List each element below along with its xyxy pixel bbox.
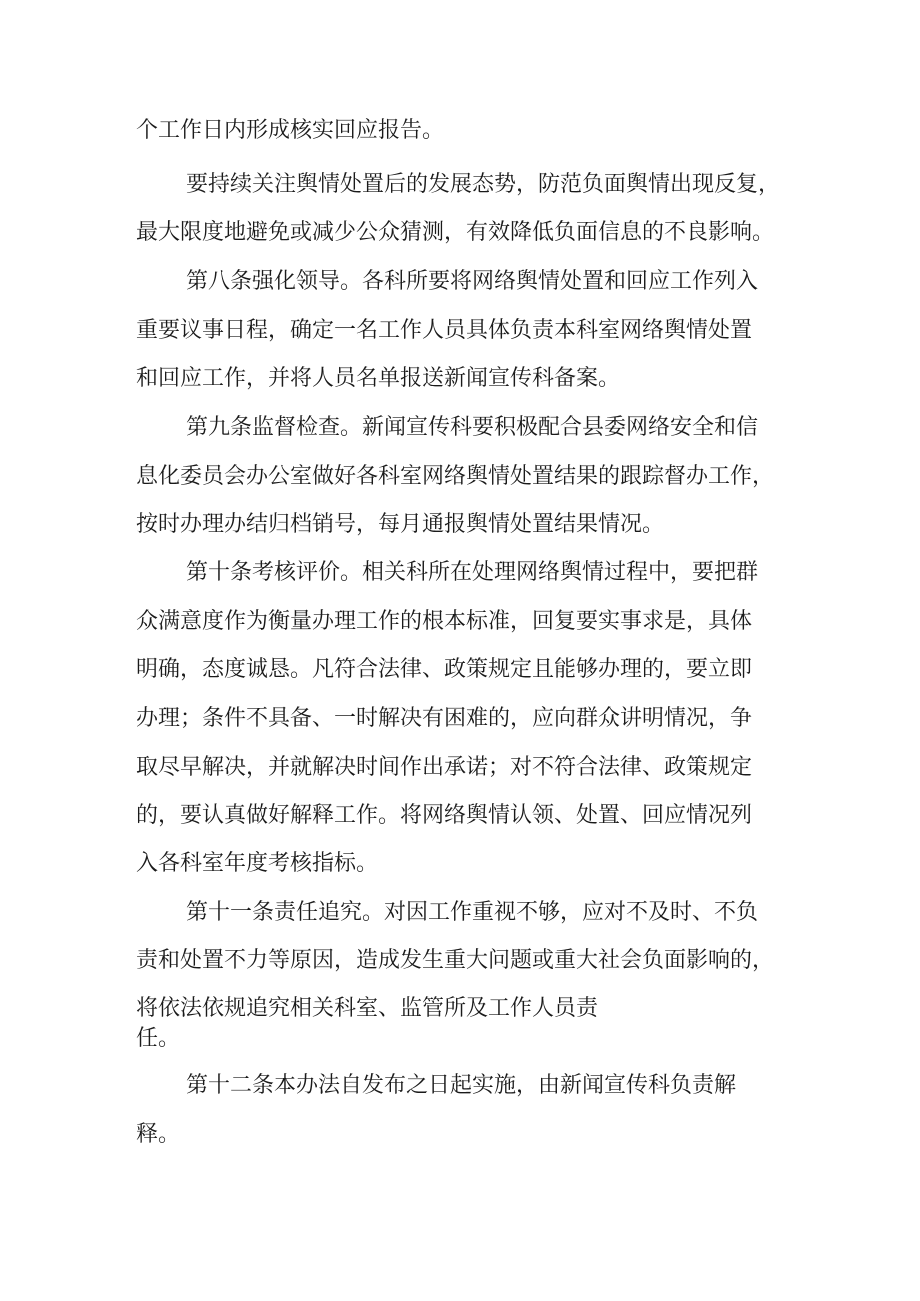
- article-10-line: 第十条考核评价。相关科所在处理网络舆情过程中，要把群: [186, 560, 759, 585]
- paragraph-line: 个工作日内形成核实回应报告。: [136, 118, 445, 143]
- article-10-line: 的，要认真做好解释工作。将网络舆情认领、处置、回应情况列: [136, 803, 753, 828]
- article-8-line: 和回应工作，并将人员名单报送新闻宣传科备案。: [136, 366, 621, 391]
- article-8-line: 重要议事日程，确定一名工作人员具体负责本科室网络舆情处置: [136, 318, 753, 343]
- article-12-line: 释。: [136, 1122, 181, 1147]
- article-9-line: 息化委员会办公室做好各科室网络舆情处置结果的跟踪督办工作，: [136, 464, 775, 489]
- article-11-line: 将依法依规追究相关科室、监管所及工作人员责: [136, 996, 599, 1021]
- article-10-line: 众满意度作为衡量办理工作的根本标准，回复要实事求是，具体: [136, 609, 753, 634]
- paragraph-line: 要持续关注舆情处置后的发展态势，防范负面舆情出现反复，: [186, 172, 781, 197]
- article-11-line: 第十一条责任追究。对因工作重视不够，应对不及时、不负: [186, 900, 759, 925]
- article-10-line: 明确，态度诚恳。凡符合法律、政策规定且能够办理的，要立即: [136, 657, 753, 682]
- article-8-line: 第八条强化领导。各科所要将网络舆情处置和回应工作列入: [186, 269, 759, 294]
- article-10-line: 办理；条件不具备、一时解决有困难的，应向群众讲明情况，争: [136, 706, 753, 731]
- article-10-line: 取尽早解决，并就解决时间作出承诺；对不符合法律、政策规定: [136, 755, 753, 780]
- article-11-line: 任。: [136, 1026, 181, 1051]
- article-10-line: 入各科室年度考核指标。: [136, 851, 379, 876]
- article-9-line: 按时办理办结归档销号，每月通报舆情处置结果情况。: [136, 512, 665, 537]
- article-9-line: 第九条监督检查。新闻宣传科要积极配合县委网络安全和信: [186, 415, 759, 440]
- article-12-line: 第十二条本办法自发布之日起实施，由新闻宣传科负责解: [186, 1073, 737, 1098]
- article-11-line: 责和处置不力等原因，造成发生重大问题或重大社会负面影响的，: [136, 948, 775, 973]
- paragraph-line: 最大限度地避免或减少公众猜测，有效降低负面信息的不良影响。: [136, 220, 775, 245]
